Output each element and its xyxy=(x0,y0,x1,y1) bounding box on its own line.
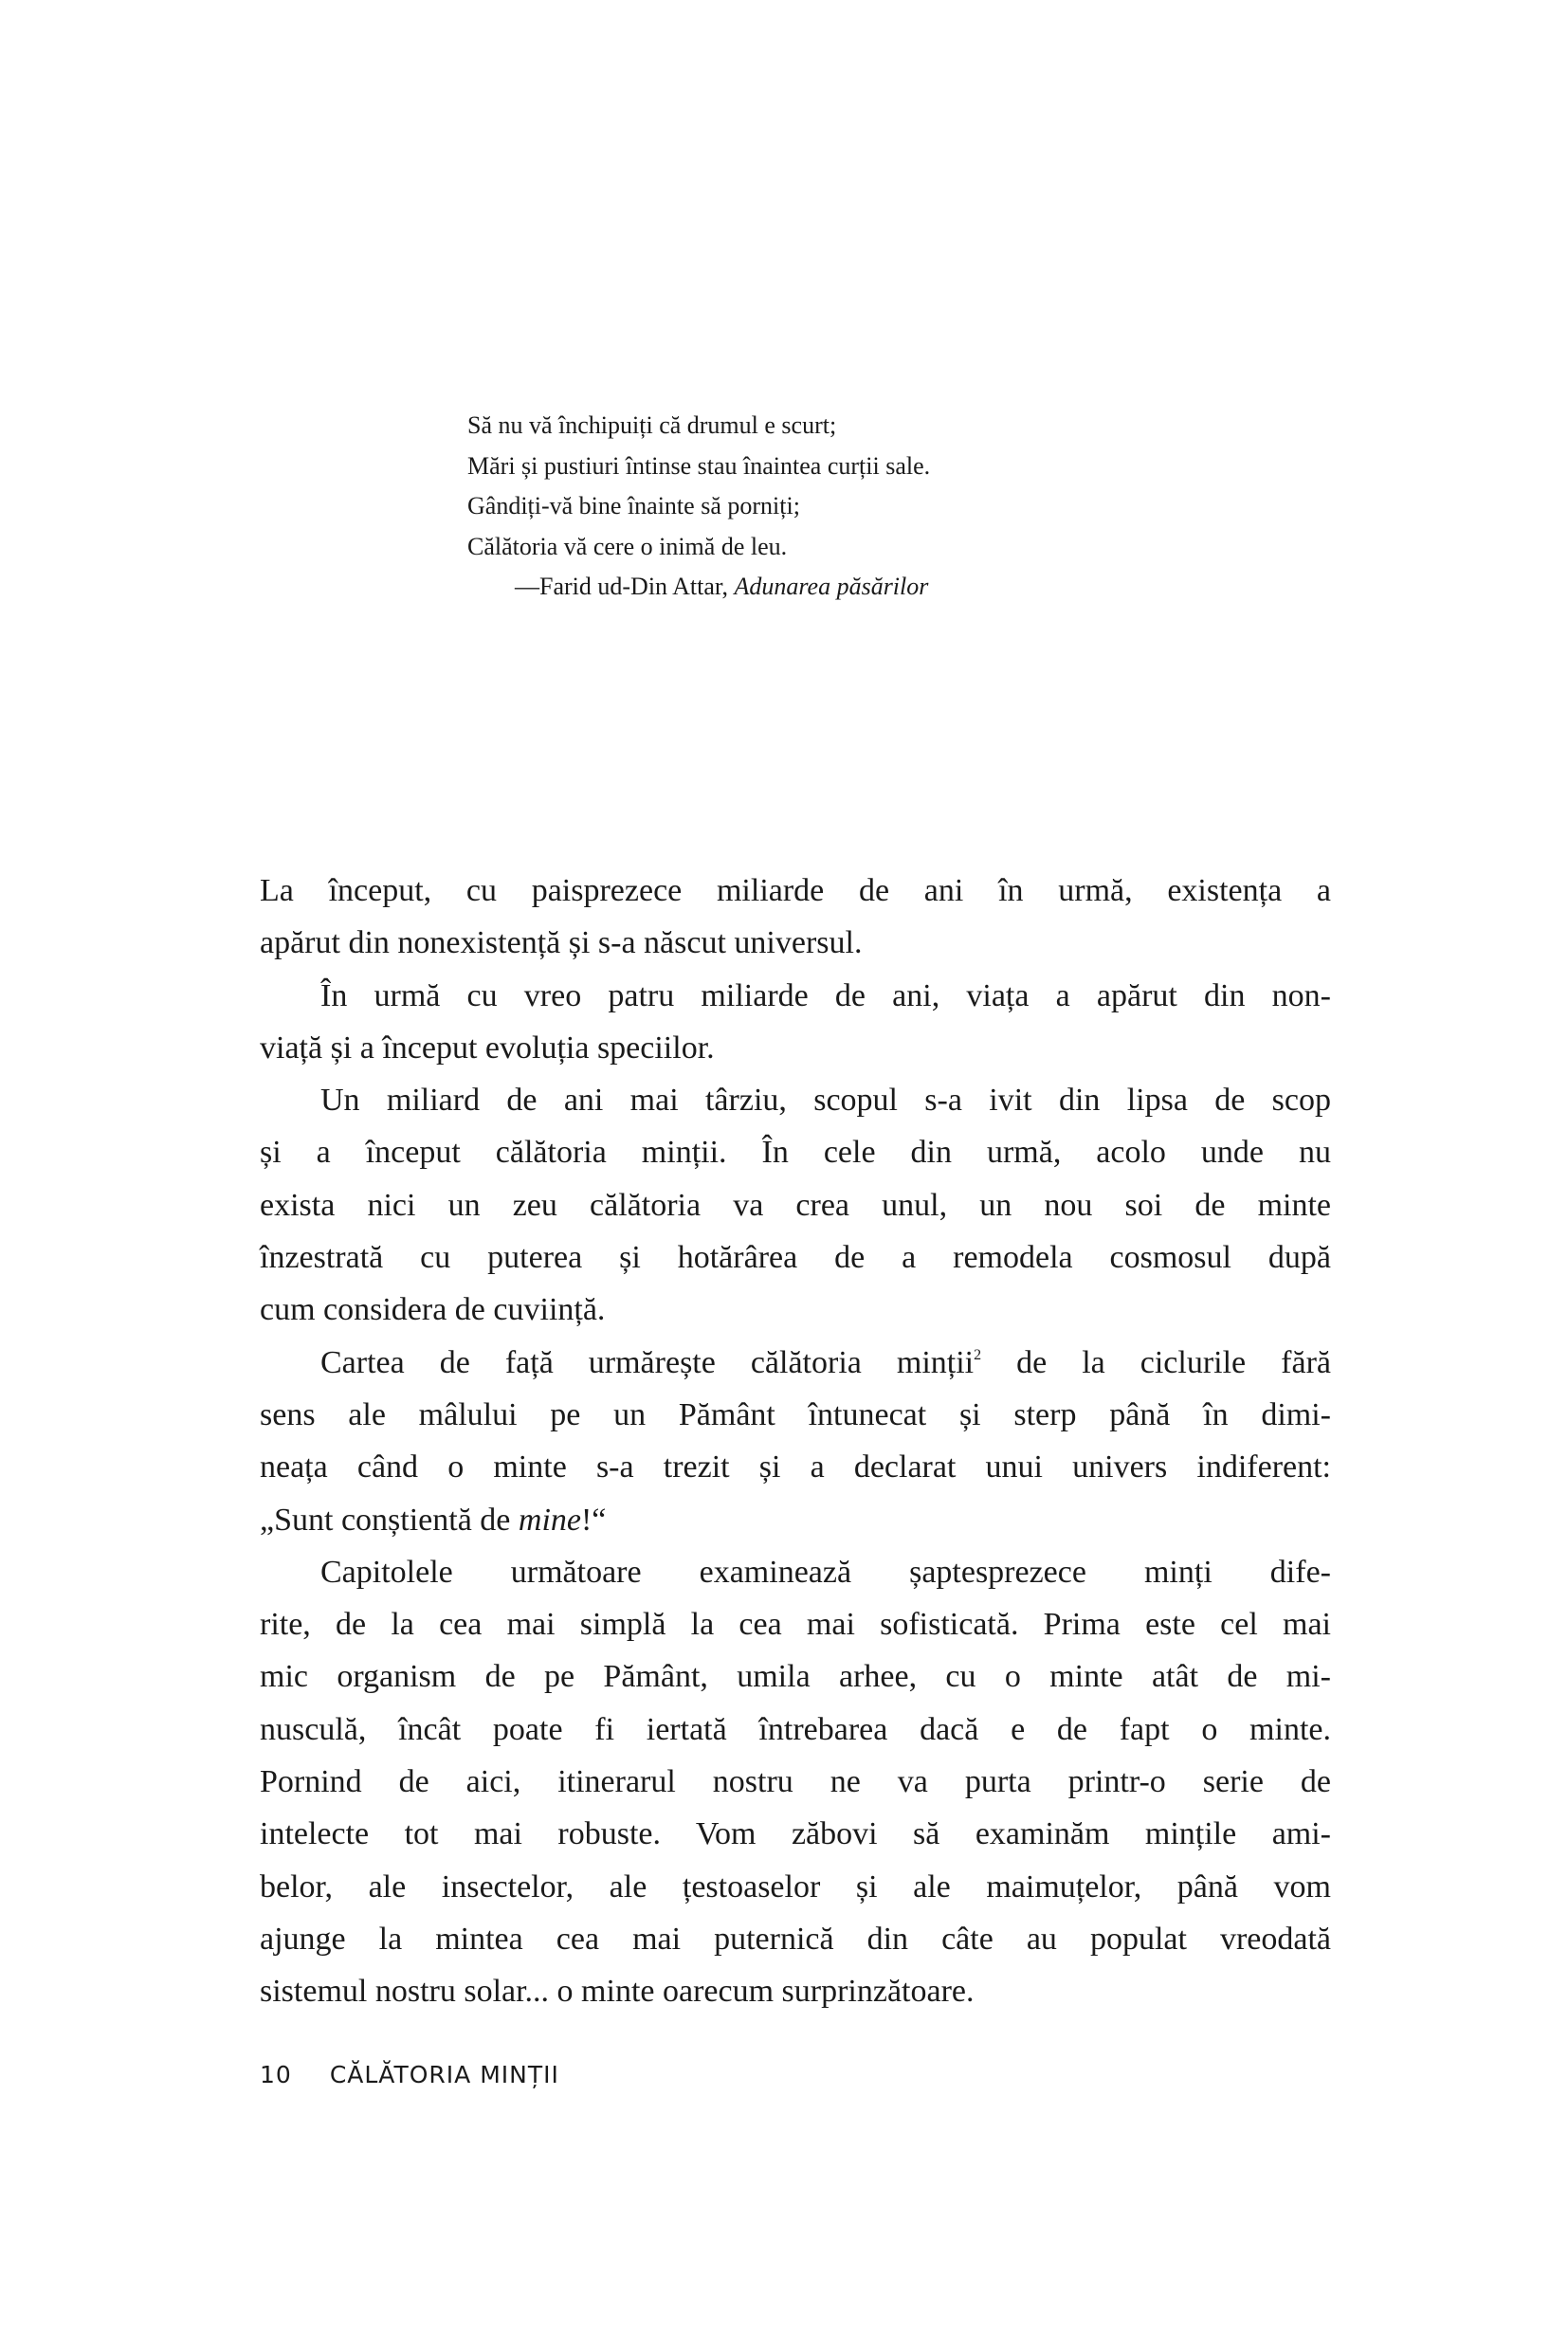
text-line: rite, de la cea mai simplă la cea mai sofisticată. Prima este cel mai xyxy=(260,1607,1331,1643)
text-line: sens ale mâlului pe un Pământ întunecat și sterp până în dimi- xyxy=(260,1396,1331,1432)
text-line: apărut din nonexistență și s-a născut universul. xyxy=(260,925,863,961)
epigraph xyxy=(467,406,930,608)
text-line: ajunge la mintea cea mai puternică din câte au populat vreodată xyxy=(260,1921,1331,1957)
text-line: belor, ale insectelor, ale țestoaselor și ale maimuțelor, până vom xyxy=(260,1868,1331,1904)
text-line: Pornind de aici, itinerarul nostru ne va purta printr-o serie de xyxy=(260,1764,1331,1800)
text-line: exista nici un zeu călătoria va crea unul, un nou soi de minte xyxy=(260,1187,1331,1223)
text-line: viață și a început evoluția speciilor. xyxy=(260,1030,715,1066)
epigraph-line: Mări și pustiuri întinse stau înaintea curții sale. xyxy=(467,451,931,480)
text-line: și a început călătoria minții. În cele din urmă, acolo unde nu xyxy=(260,1135,1331,1171)
text-span: de la ciclurile fără xyxy=(981,1344,1331,1380)
paragraph-4 xyxy=(260,1337,1331,1546)
author: —Farid ud-Din Attar, xyxy=(515,573,735,600)
text-line: mic organism de pe Pământ, umila arhee, cu o minte atât de mi- xyxy=(260,1659,1331,1695)
text-line: neața când o minte s-a trezit și a declarat unui univers indiferent: xyxy=(260,1449,1331,1485)
text-line: intelecte tot mai robuste. Vom zăbovi să examinăm mințile ami- xyxy=(260,1816,1331,1852)
footnote-ref[interactable]: 2 xyxy=(974,1346,982,1363)
text-line xyxy=(260,1494,1331,1546)
page-number: 10 xyxy=(260,2061,292,2088)
epigraph-attribution xyxy=(467,567,930,608)
emphasis: mine xyxy=(518,1502,581,1538)
text-line: La început, cu paisprezece miliarde de ani în urmă, existența a xyxy=(260,873,1331,908)
running-title: CĂLĂTORIA MINȚII xyxy=(329,2061,559,2088)
paragraph-3 xyxy=(260,1074,1331,1336)
paragraph-2 xyxy=(260,970,1331,1075)
text-line xyxy=(260,1337,1331,1389)
text-span: !“ xyxy=(580,1502,607,1538)
page-footer xyxy=(260,2061,559,2088)
paragraph-1 xyxy=(260,865,1331,970)
text-span: Cartea de față urmărește călătoria minții xyxy=(320,1344,975,1380)
epigraph-line: Gândiți-vă bine înainte să porniți; xyxy=(467,492,800,519)
text-line: sistemul nostru solar... o minte oarecum surprinzătoare. xyxy=(260,1974,975,2010)
body-text xyxy=(260,865,1331,2018)
paragraph-5 xyxy=(260,1546,1331,2018)
text-line: Capitolele următoare examinează șaptesprezece minți dife- xyxy=(320,1554,1331,1590)
text-line: În urmă cu vreo patru miliarde de ani, viața a apărut din non- xyxy=(320,977,1331,1013)
text-span: „Sunt conștientă de xyxy=(260,1502,519,1538)
text-line: nusculă, încât poate fi iertată întrebarea dacă e de fapt o minte. xyxy=(260,1711,1331,1747)
epigraph-line: Călătoria vă cere o inimă de leu. xyxy=(467,532,788,560)
text-line: înzestrată cu puterea și hotărârea de a remodela cosmosul după xyxy=(260,1240,1331,1276)
text-line: Un miliard de ani mai târziu, scopul s-a ivit din lipsa de scop xyxy=(320,1083,1331,1119)
work-title: Adunarea păsărilor xyxy=(734,573,929,600)
epigraph-line: Să nu vă închipuiți că drumul e scurt; xyxy=(467,411,837,439)
text-line: cum considera de cuviință. xyxy=(260,1292,606,1328)
